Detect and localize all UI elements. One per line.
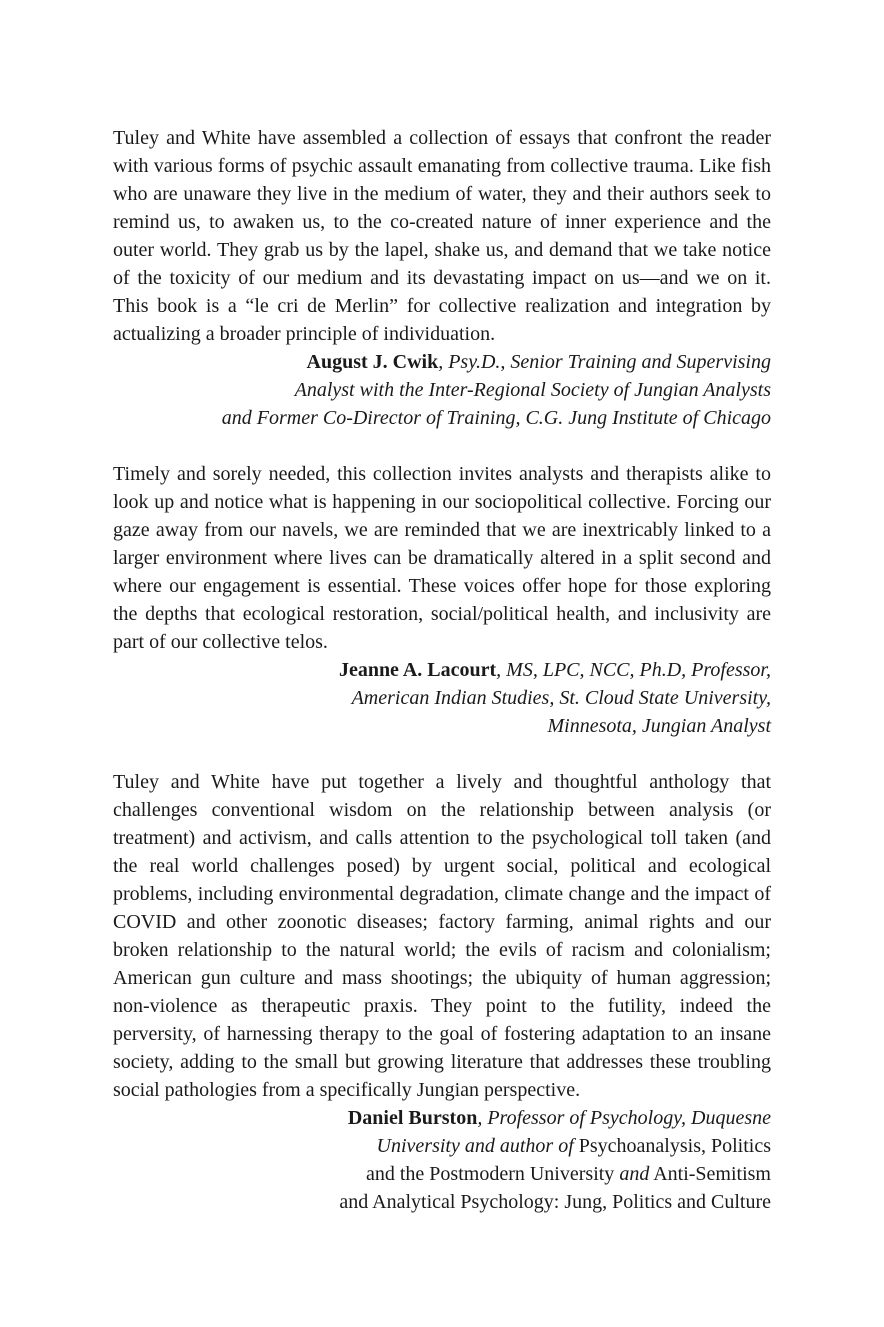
conjunction: and: [614, 1163, 650, 1185]
book-title: Anti-Semitism: [649, 1163, 771, 1185]
endorsement-attribution: [113, 1104, 771, 1216]
endorser-credentials: Analyst with the Inter-Regional Society of Jungian Analysts: [294, 379, 771, 401]
endorser-name: August J. Cwik: [306, 351, 439, 373]
endorser-credentials: , Psy.D., Senior Training and Supervising: [438, 351, 771, 373]
book-title: Psychoanalysis, Politics: [573, 1135, 771, 1157]
endorsements-page: [113, 124, 771, 1216]
endorser-name: Jeanne A. Lacourt: [338, 659, 497, 681]
book-title: and the Postmodern University: [366, 1163, 615, 1185]
endorsement-attribution: [113, 656, 771, 740]
endorser-credentials: and Former Co-Director of Training, C.G. Jung Institute of Chicago: [221, 407, 771, 429]
endorsement-cwik: [113, 124, 771, 432]
endorsement-burston: [113, 768, 771, 1216]
endorsement-text: Tuley and White have put together a lively and thoughtful anthology that challenges conventional wisdom on the relationship between analysis (or treatment) and activism, and calls attention to the psychological toll taken (and the real world challenges posed) by urgent social, political and ecological problems, including environmental degradation, climate change and the impact of COVID and other zoonotic diseases; factory farming, animal rights and our broken relationship to the natural world; the evils of racism and colonialism; American gun culture and mass shootings; the ubiquity of human aggression; non-violence as therapeutic praxis. They point to the futility, indeed the perversity, of harnessing therapy to the goal of fostering adaptation to an insane society, adding to the small but growing literature that addresses these troubling social pathologies from a specifically Jungian perspective.: [113, 771, 771, 1101]
endorser-credentials: American Indian Studies, St. Cloud State University,: [351, 687, 771, 709]
book-title: and Analytical Psychology: Jung, Politics and Culture: [339, 1191, 771, 1213]
endorser-credentials: Minnesota, Jungian Analyst: [547, 715, 771, 737]
endorser-name: Daniel Burston: [347, 1107, 478, 1129]
endorsement-text: Timely and sorely needed, this collection invites analysts and therapists alike to look up and notice what is happening in our sociopolitical collective. Forcing our gaze away from our navels, we are reminded that we are inextricably linked to a larger environment where lives can be dramatically altered in a split second and where our engagement is essential. These voices offer hope for those exploring the depths that ecological restoration, social/political health, and inclusivity are part of our collective telos.: [113, 463, 771, 653]
endorser-credentials: , Professor of Psychology, Duquesne: [477, 1107, 771, 1129]
endorsement-text: Tuley and White have assembled a collection of essays that confront the reader with various forms of psychic assault emanating from collective trauma. Like fish who are unaware they live in the medium of water, they and their authors seek to remind us, to awaken us, to the co-created nature of inner experience and the outer world. They grab us by the lapel, shake us, and demand that we take notice of the toxicity of our medium and its devastating impact on us—and we on it. This book is a “le cri de Merlin” for collective realization and integration by actualizing a broader principle of individuation.: [113, 127, 771, 345]
endorsement-lacourt: [113, 460, 771, 740]
endorsement-attribution: [113, 348, 771, 432]
endorser-credentials: University and author of: [376, 1135, 574, 1157]
endorser-credentials: , MS, LPC, NCC, Ph.D, Professor,: [496, 659, 771, 681]
